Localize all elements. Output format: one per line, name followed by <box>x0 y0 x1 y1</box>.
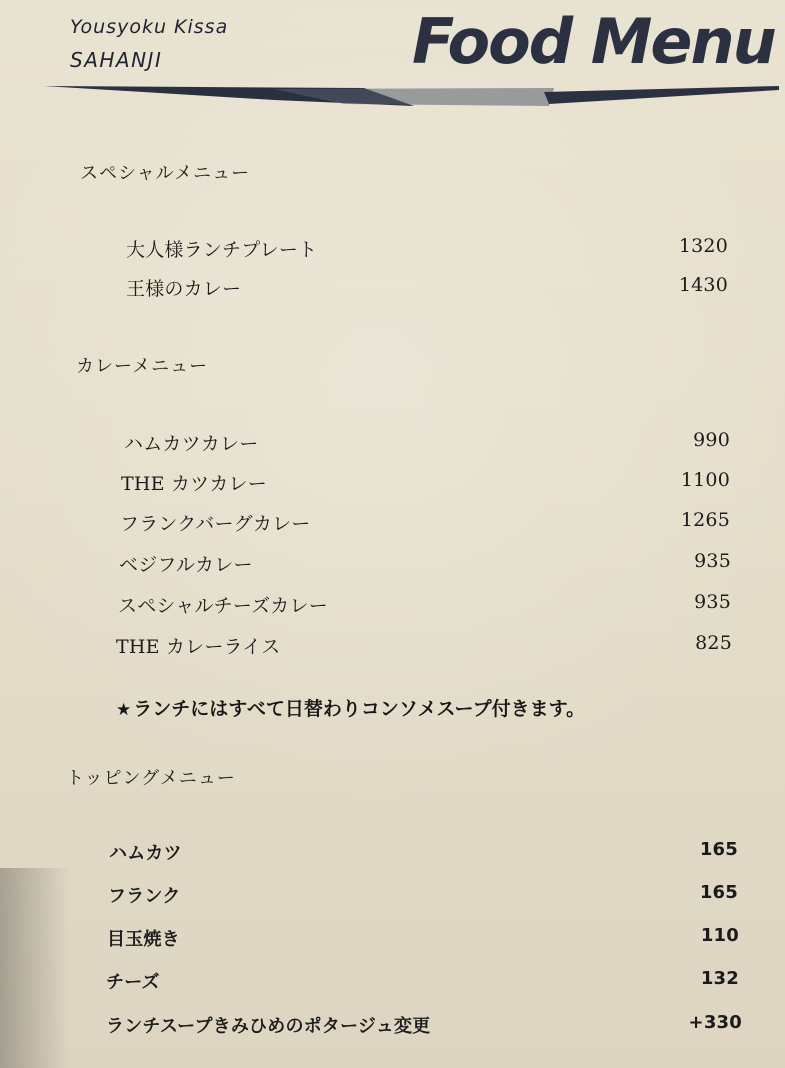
food-menu-title: Food Menu <box>412 5 775 78</box>
item-name: フランクバーグカレー <box>120 513 311 535</box>
list-item-curry-6 <box>116 632 732 658</box>
list-item-special-1 <box>126 235 728 261</box>
list-item-curry-3 <box>120 509 730 535</box>
list-item-curry-4 <box>119 550 731 576</box>
item-name: THE カレーライス <box>116 636 281 658</box>
list-item-topping-4 <box>106 968 739 994</box>
item-name: 大人様ランチプレート <box>126 239 318 261</box>
section-title-topping: トッピングメニュー <box>66 768 236 789</box>
item-price: 1100 <box>680 469 730 491</box>
item-price: 935 <box>694 550 731 572</box>
list-item-curry-2 <box>121 469 730 495</box>
item-name: ベジフルカレー <box>119 554 253 576</box>
lunch-note <box>116 694 585 721</box>
list-item-topping-2 <box>108 882 738 908</box>
brand-line-1: Yousyoku Kissa <box>70 16 229 38</box>
item-price: 1320 <box>678 235 728 257</box>
item-price: +330 <box>688 1012 742 1033</box>
item-name: チーズ <box>106 972 160 993</box>
item-name: ハムカツカレー <box>124 433 259 455</box>
header-swoosh <box>44 84 779 108</box>
list-item-curry-1 <box>124 429 730 455</box>
item-name: ハムカツ <box>109 843 182 864</box>
item-price: 165 <box>699 882 738 903</box>
list-item-curry-5 <box>118 591 731 617</box>
item-price: 132 <box>700 968 739 989</box>
item-name: 目玉焼き <box>107 929 180 950</box>
lunch-note-text: ランチにはすべて日替わりコンソメスープ付きます。 <box>133 698 586 720</box>
list-item-topping-1 <box>109 839 738 865</box>
list-item-topping-5 <box>106 1012 742 1038</box>
item-price: 825 <box>695 632 732 654</box>
item-price: 110 <box>700 925 739 946</box>
item-name: ランチスープきみひめのポタージュ変更 <box>106 1016 431 1037</box>
brand-line-2: SAHANJI <box>70 48 163 72</box>
list-item-special-2 <box>126 274 728 300</box>
section-title-curry: カレーメニュー <box>76 356 209 377</box>
item-price: 1265 <box>680 509 730 531</box>
item-name: THE カツカレー <box>121 473 267 495</box>
item-price: 935 <box>694 591 731 613</box>
corner-shadow <box>0 868 70 1068</box>
item-name: フランク <box>108 886 181 907</box>
item-price: 165 <box>699 839 738 860</box>
item-price: 1430 <box>678 274 728 296</box>
item-name: 王様のカレー <box>126 278 242 300</box>
item-name: スペシャルチーズカレー <box>118 595 328 617</box>
section-title-special: スペシャルメニュー <box>80 163 251 184</box>
list-item-topping-3 <box>107 925 739 951</box>
star-icon: ★ <box>116 700 132 720</box>
item-price: 990 <box>693 429 730 451</box>
